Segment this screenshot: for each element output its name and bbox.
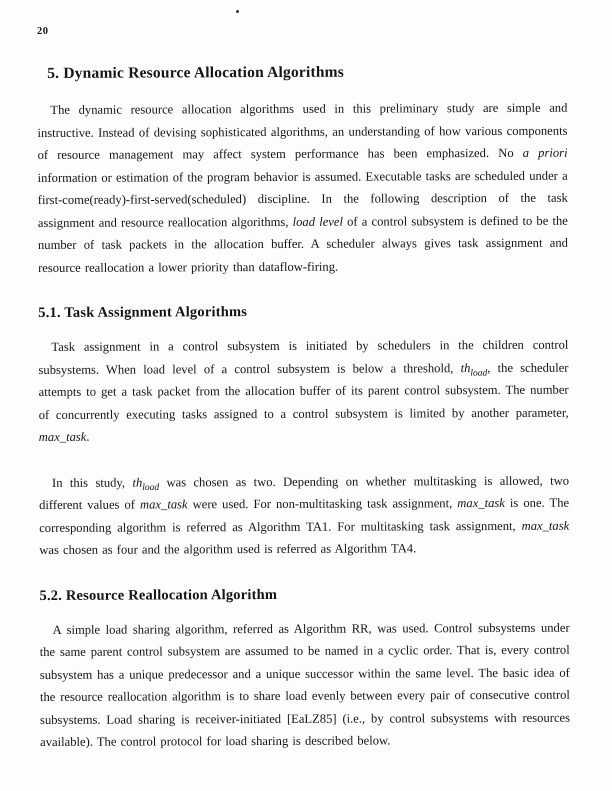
- paragraph: The dynamic resource allocation algorithms used in this preliminary study are simple and instructive. Instead of devising sophisticated algorithms, an understanding of how various components of resource management may affect system performance has been emphasized. No a priori information or estimation of the program behavior is assumed. Executable tasks are scheduled under a first-come(ready)-first-served(scheduled) discipline. In the following description of the task assignment and resource reallocation algorithms, load level of a control subsystem is defined to be the number of task packets in the allocation buffer. A scheduler always gives task assignment and resource reallocation a lower priority than dataflow-firing.: [37, 100, 568, 275]
- section-heading: 5. Dynamic Resource Allocation Algorithms: [47, 63, 345, 82]
- paragraph: Task assignment in a control subsystem is initiated by schedulers in the children control subsystems. When load level of a control subsystem is below a threshold, $th_{load}$, the scheduler attempts to get a task packet from the allocation buffer of its parent control subsystem. The number of concurrently executing tasks assigned to a control subsystem is limited by another parameter, max_task.: [38, 337, 569, 444]
- scan-artifact-dot: [236, 10, 239, 13]
- page-content: [37, 24, 570, 754]
- paragraph: In this study, $th_{load}$ was chosen as two. Depending on whether multitasking is allowed, two different values of max_task were used. For non-multitasking task assignment, max_task is one. The corresponding algorithm is referred as Algorithm TA1. For multitasking task assignment, max_task was chosen as four and the algorithm used is referred as Algorithm TA4.: [39, 473, 570, 557]
- section-task-assignment: [38, 303, 569, 562]
- section-dynamic-resource-allocation: [37, 63, 568, 279]
- section-heading: 5.1. Task Assignment Algorithms: [38, 304, 248, 321]
- section-heading: 5.2. Resource Reallocation Algorithm: [39, 586, 278, 604]
- page-number: 20: [37, 25, 49, 37]
- paragraph: A simple load sharing algorithm, referred as Algorithm RR, was used. Control subsystems under the same parent control subsystem are assumed to be named in a cyclic order. That is, every control subsystem has a unique predecessor and a unique successor within the same level. The basic idea of the resource reallocation algorithm is to share load evenly between every pair of consecutive control subsystems. Load sharing is receiver-initiated [EaLZ85] (i.e., by control subsystems with resources available). The control protocol for load sharing is described below.: [39, 620, 571, 749]
- section-resource-reallocation: [39, 585, 570, 753]
